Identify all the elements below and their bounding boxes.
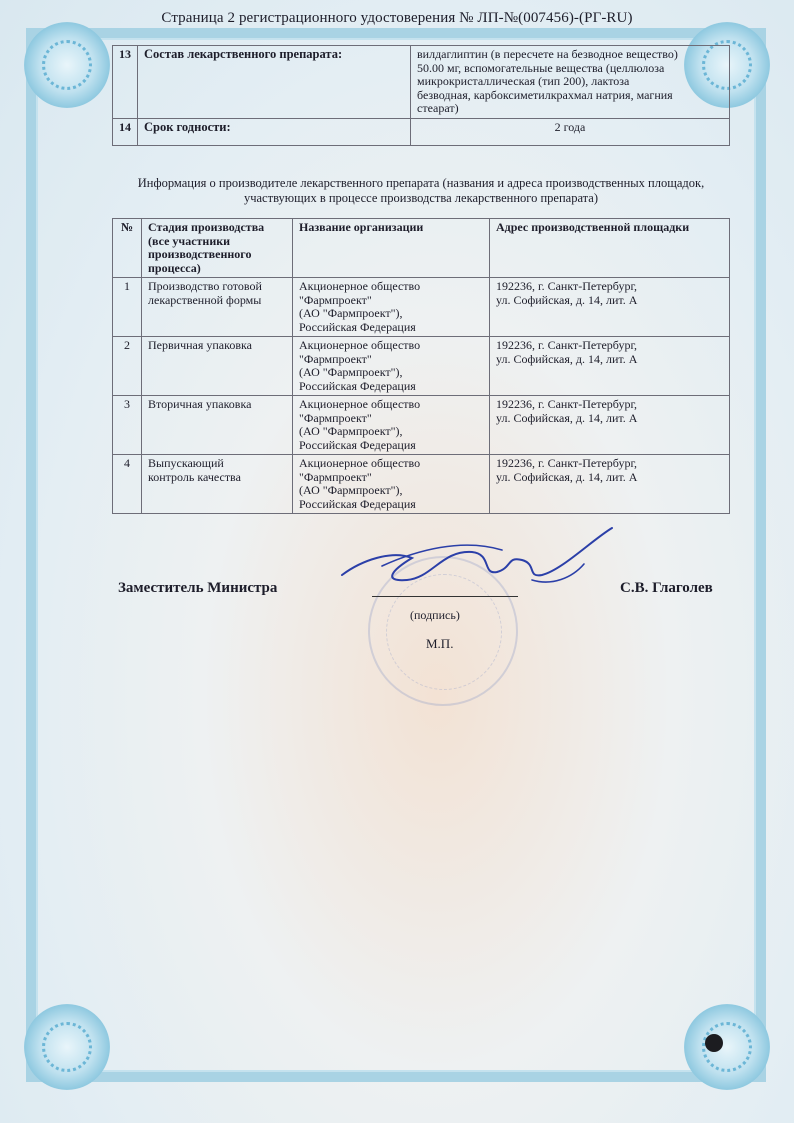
value-line: 50.00 мг, вспомогательные вещества (целлюлоза bbox=[417, 60, 665, 75]
cell-line: Российская Федерация bbox=[299, 319, 416, 334]
address-cell bbox=[490, 396, 730, 455]
properties-table bbox=[112, 45, 730, 146]
punch-hole-icon bbox=[705, 1034, 723, 1052]
cell-line: Акционерное общество bbox=[299, 338, 421, 352]
cell-line: контроль качества bbox=[148, 469, 241, 484]
stage-cell bbox=[142, 278, 293, 337]
manufacturer-info-heading bbox=[112, 176, 730, 205]
cell-line: Выпускающий bbox=[148, 456, 224, 470]
cell-line: 192236, г. Санкт-Петербург, bbox=[496, 279, 638, 293]
cell-line: ул. Софийская, д. 14, лит. А bbox=[496, 469, 638, 484]
table-row bbox=[113, 46, 730, 119]
header-line: (все участники bbox=[148, 233, 231, 248]
cell-line: ул. Софийская, д. 14, лит. А bbox=[496, 292, 638, 307]
row-number: 14 bbox=[113, 118, 138, 145]
address-cell bbox=[490, 337, 730, 396]
manufacturer-table bbox=[112, 218, 730, 514]
value-line: стеарат) bbox=[417, 101, 459, 115]
value-line: микрокристаллическая (тип 200), лактоза bbox=[417, 74, 630, 88]
cell-line: Российская Федерация bbox=[299, 496, 416, 511]
page-title: Страница 2 регистрационного удостоверения № ЛП-№(007456)-(РГ-RU) bbox=[161, 10, 633, 26]
org-cell bbox=[293, 278, 490, 337]
org-cell bbox=[293, 337, 490, 396]
cell-line: Российская Федерация bbox=[299, 437, 416, 452]
value-line: вилдаглиптин (в пересчете на безводное вещество) bbox=[417, 47, 678, 61]
cell-line: лекарственной формы bbox=[148, 292, 262, 307]
cell-line: 192236, г. Санкт-Петербург, bbox=[496, 338, 638, 352]
row-number: 4 bbox=[113, 455, 142, 514]
cell-line: Российская Федерация bbox=[299, 378, 416, 393]
signature-caption: (подпись) bbox=[410, 608, 460, 622]
header-num: № bbox=[113, 219, 142, 278]
table-row bbox=[113, 396, 730, 455]
table-row bbox=[113, 455, 730, 514]
shelf-life-value bbox=[411, 118, 730, 145]
stage-cell bbox=[142, 455, 293, 514]
address-cell bbox=[490, 455, 730, 514]
rosette-bottom-right-icon bbox=[684, 1004, 770, 1090]
header-line: производственного bbox=[148, 247, 252, 261]
cell-line: "Фармпроект" bbox=[299, 469, 372, 484]
stamp-label: М.П. bbox=[426, 636, 454, 651]
header-line: процесса) bbox=[148, 260, 201, 275]
signatory-name: С.В. Глаголев bbox=[620, 580, 713, 596]
rosette-top-left-icon bbox=[24, 22, 110, 108]
cell-line: 192236, г. Санкт-Петербург, bbox=[496, 397, 638, 411]
table-header-row bbox=[113, 219, 730, 278]
stage-cell bbox=[142, 337, 293, 396]
signatory-position: Заместитель Министра bbox=[118, 580, 278, 596]
row-number: 13 bbox=[113, 46, 138, 119]
cell-line: "Фармпроект" bbox=[299, 410, 372, 425]
cell-line: (АО "Фармпроект"), bbox=[299, 424, 403, 438]
table-row bbox=[113, 118, 730, 145]
row-number: 3 bbox=[113, 396, 142, 455]
info-line: участвующих в процессе производства лекарственного препарата) bbox=[243, 190, 599, 205]
cell-line: 192236, г. Санкт-Петербург, bbox=[496, 456, 638, 470]
cell-line: (АО "Фармпроект"), bbox=[299, 306, 403, 320]
property-label: Срок годности: bbox=[138, 118, 411, 145]
header-org: Название организации bbox=[293, 219, 490, 278]
header-stage bbox=[142, 219, 293, 278]
cell-line: Производство готовой bbox=[148, 279, 262, 293]
address-cell bbox=[490, 278, 730, 337]
table-row bbox=[113, 337, 730, 396]
cell-line: "Фармпроект" bbox=[299, 351, 372, 366]
header-line: Стадия производства bbox=[148, 220, 265, 234]
cell-line: Первичная упаковка bbox=[148, 338, 252, 352]
table-row bbox=[113, 278, 730, 337]
cell-line: ул. Софийская, д. 14, лит. А bbox=[496, 351, 638, 366]
info-line: Информация о производителе лекарственного препарата (названия и адреса производственных площадок, bbox=[137, 176, 705, 190]
cell-line: Акционерное общество bbox=[299, 279, 421, 293]
rosette-bottom-left-icon bbox=[24, 1004, 110, 1090]
org-cell bbox=[293, 396, 490, 455]
handwritten-signature-icon bbox=[322, 520, 622, 600]
signature-line bbox=[372, 596, 518, 597]
cell-line: (АО "Фармпроект"), bbox=[299, 365, 403, 379]
composition-value bbox=[411, 46, 730, 119]
value-line: безводная, карбоксиметилкрахмал натрия, магния bbox=[417, 87, 673, 102]
value-line: 2 года bbox=[554, 119, 586, 134]
cell-line: Акционерное общество bbox=[299, 397, 421, 411]
stage-cell bbox=[142, 396, 293, 455]
property-label: Состав лекарственного препарата: bbox=[138, 46, 411, 119]
header-address: Адрес производственной площадки bbox=[490, 219, 730, 278]
cell-line: "Фармпроект" bbox=[299, 292, 372, 307]
cell-line: Вторичная упаковка bbox=[148, 397, 252, 411]
org-cell bbox=[293, 455, 490, 514]
row-number: 2 bbox=[113, 337, 142, 396]
cell-line: ул. Софийская, д. 14, лит. А bbox=[496, 410, 638, 425]
cell-line: (АО "Фармпроект"), bbox=[299, 483, 403, 497]
cell-line: Акционерное общество bbox=[299, 456, 421, 470]
row-number: 1 bbox=[113, 278, 142, 337]
